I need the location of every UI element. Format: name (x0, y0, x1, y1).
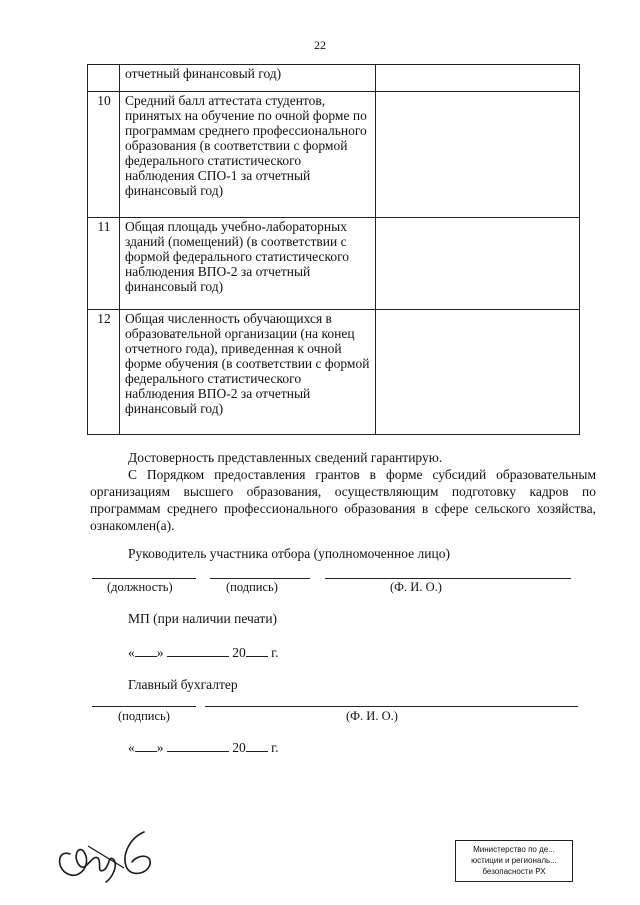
accountant-signature-line[interactable] (92, 706, 196, 707)
row-value-cell[interactable] (376, 310, 580, 435)
row-number: 11 (88, 218, 120, 310)
position-line[interactable] (92, 578, 196, 579)
accountant-name-caption: (Ф. И. О.) (346, 709, 398, 723)
row-value-cell[interactable] (376, 218, 580, 310)
table-row (88, 310, 580, 435)
stamp-line: безопасности РХ (482, 867, 546, 876)
guarantee-statement: Достоверность представленных сведений гарантирую. (128, 450, 443, 465)
year-prefix: 20 (232, 645, 246, 660)
day-blank[interactable] (135, 740, 157, 752)
table-row (88, 65, 580, 92)
year-blank[interactable] (246, 645, 268, 657)
accountant-date-line[interactable] (128, 740, 279, 756)
accountant-name-line[interactable] (205, 706, 578, 707)
row-number: 10 (88, 92, 120, 218)
day-blank[interactable] (135, 645, 157, 657)
date-close-quote: » (156, 645, 164, 660)
accountant-title: Главный бухгалтер (128, 677, 238, 692)
accountant-signature-caption: (подпись) (118, 709, 170, 723)
head-signature-line[interactable] (210, 578, 310, 579)
month-blank[interactable] (167, 740, 229, 752)
acknowledgement-statement: С Порядком предоставления грантов в форме субсидий образовательным организациям высшего образования, осуществляющим подготовку кадров по программам среднего профессионального образования в сфере сельского хозяйства, ознакомлен(а). (90, 467, 596, 533)
row-text: Средний балл аттестата студентов, принятых на обучение по очной форме по программам среднего профессионального образования (в соответствии с формой федерального статистического наблюдения СПО-1 за отчетный финансовый год) (120, 92, 376, 218)
year-blank[interactable] (246, 740, 268, 752)
head-name-caption: (Ф. И. О.) (390, 580, 442, 594)
stamp-line: юстиции и региональ... (471, 856, 557, 865)
row-text: Общая площадь учебно-лабораторных зданий (помещений) (в соответствии с формой федерального статистического наблюдения ВПО-2 за отчетный финансовый год) (120, 218, 376, 310)
row-text: отчетный финансовый год) (120, 65, 376, 92)
year-suffix: г. (271, 740, 279, 755)
head-date-line[interactable] (128, 645, 279, 661)
page-number: 22 (314, 38, 326, 52)
head-signature-caption: (подпись) (226, 580, 278, 594)
row-text: Общая численность обучающихся в образовательной организации (на конец отчетного года), приведенная к очной форме обучения (в соответствии с формой федерального статистического наблюдения ВПО-2 за отчетный финансовый год) (120, 310, 376, 435)
date-open-quote: « (128, 645, 135, 660)
position-caption: (должность) (107, 580, 173, 594)
criteria-table (87, 64, 580, 435)
date-open-quote: « (128, 740, 135, 755)
date-close-quote: » (156, 740, 164, 755)
year-prefix: 20 (232, 740, 246, 755)
row-number: 12 (88, 310, 120, 435)
stamp-line: Министерство по де... (473, 845, 555, 854)
table-row (88, 92, 580, 218)
ministry-stamp (455, 840, 573, 882)
row-value-cell[interactable] (376, 65, 580, 92)
table-row (88, 218, 580, 310)
seal-note: МП (при наличии печати) (128, 611, 278, 626)
head-signature-title: Руководитель участника отбора (уполномоченное лицо) (128, 546, 450, 561)
row-value-cell[interactable] (376, 92, 580, 218)
month-blank[interactable] (167, 645, 229, 657)
handwritten-signature (52, 824, 162, 884)
year-suffix: г. (271, 645, 279, 660)
head-name-line[interactable] (325, 578, 571, 579)
row-number (88, 65, 120, 92)
